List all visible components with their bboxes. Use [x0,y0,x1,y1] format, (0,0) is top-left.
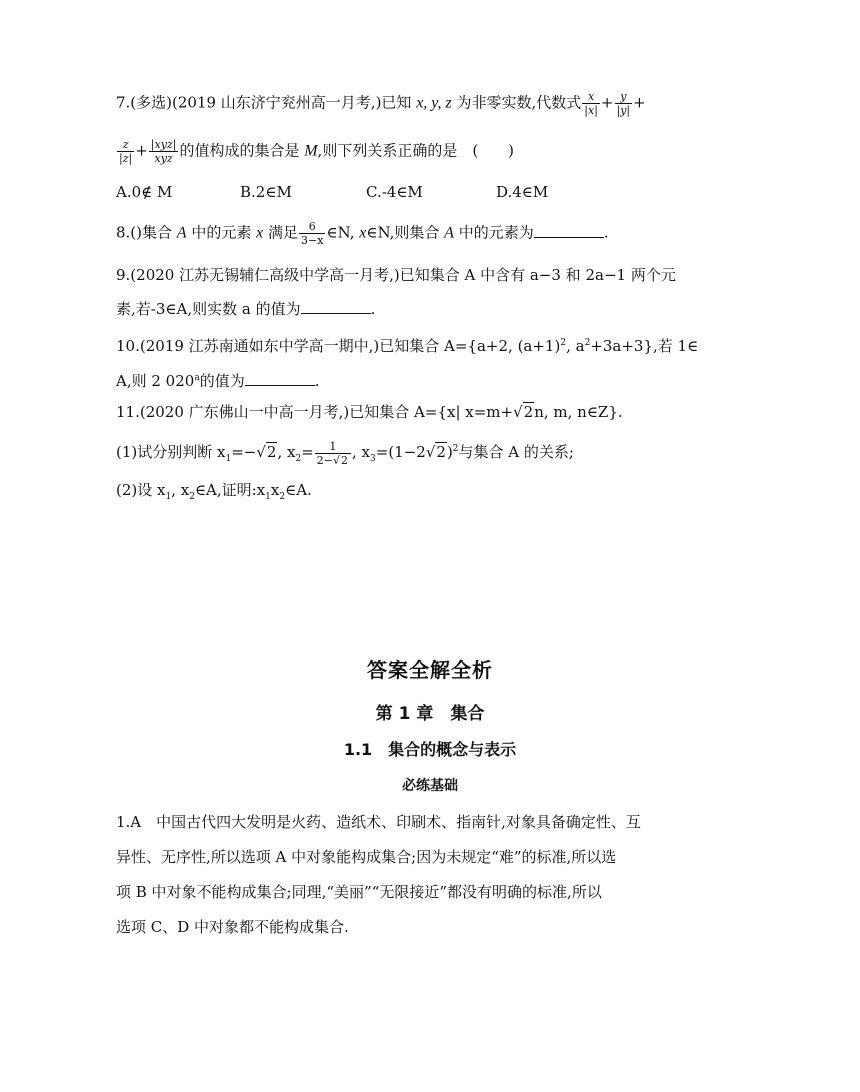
fraction: $\frac{1}{2-√2}$ [315,440,351,467]
subsection-heading: 必练基础 [402,778,458,794]
answer-blank [534,223,604,238]
q7-option-b: B.2∈M [240,183,292,201]
q7-text: 7.(多选)(2019 山东济宁兖州高一月考,)已知 [116,93,417,112]
answer-blank [245,371,315,386]
q7-option-c: C.-4∈M [366,183,423,201]
question-10-line-1: 10.(2019 江苏南通如东中学高一期中,)已知集合 A={a+2, $(a+1)^2$, $a^2+3a+3$},若 1∈ [116,337,699,355]
question-11-part-1: (1)试分别判断 $x_1=-√2$, $x_2=$ $\frac{1}{2-√2}$ , $x_3=(1-2√2)^2$与集合 A 的关系; [116,439,574,467]
question-8: 8.()集合 A 中的元素 x 满足 $\frac{6}{3-x}$ ∈N, x∈N,则集合 A 中的元素为 . [116,220,609,247]
answer-1-line: 1.A 中国古代四大发明是火药、造纸术、印刷术、指南针,对象具备确定性、互 [116,813,641,831]
section-heading: 1.1 集合的概念与表示 [343,740,517,759]
answer-1 [116,805,746,945]
question-7-line-1: 7.(多选)(2019 山东济宁兖州高一月考,)已知 x, y, z 为非零实数,代数式 $\frac{x}{|x|}$ + $\frac{y}{|y|}$ + [116,90,646,117]
chapter-heading: 第 1 章 集合 [375,704,485,724]
fraction: $\frac{\text{|xyz|}}{\text{xyz}}$ [150,138,177,165]
answer-1-line: 选项 C、D 中对象都不能构成集合. [116,918,349,936]
sqrt-symbol: √2 [513,403,534,421]
q7-option-a: A.0∉ M [116,183,173,201]
fraction: $\frac{z}{|z|}$ [119,138,133,165]
question-9-line-1: 9.(2020 江苏无锡辅仁高级中学高一月考,)已知集合 A 中含有 a−3 和 2a−1 两个元 [116,266,676,284]
question-10-line-2: A,则 2 020$^a$的值为 . [116,372,320,390]
fraction: $\frac{6}{3-x}$ [301,220,324,247]
answer-1-line: 项 B 中对象不能构成集合;同理,“美丽”“无限接近”都没有明确的标准,所以 [116,883,602,901]
q7-vars: x, y, z [416,94,452,112]
answers-title: 答案全解全析 [367,658,493,682]
question-11-part-2: (2)设 $x_1$, $x_2\in A$,证明$:x_1x_2\in A$. [116,481,312,502]
answer-1-line: 异性、无序性,所以选项 A 中对象能构成集合;因为未规定“难”的标准,所以选 [116,848,617,866]
question-9-line-2: 素,若-3∈A,则实数 a 的值为 . [116,300,376,318]
fraction: $\frac{y}{|y|}$ [616,90,631,117]
q7-option-d: D.4∈M [496,183,549,201]
answer-blank [301,299,371,314]
q7-text: 为非零实数,代数式 [451,93,582,112]
fraction: $\frac{x}{|x|}$ [584,90,598,117]
question-7-line-2: $\frac{z}{|z|}$ + $\frac{\text{|xyz|}}{\text{xyz}}$ 的值构成的集合是 M,则下列关系正确的是 ( ) [119,138,515,165]
question-11: 11.(2020 广东佛山一中高一月考,)已知集合 A={x| x=m+√2n, m, n∈Z}. [116,400,623,424]
